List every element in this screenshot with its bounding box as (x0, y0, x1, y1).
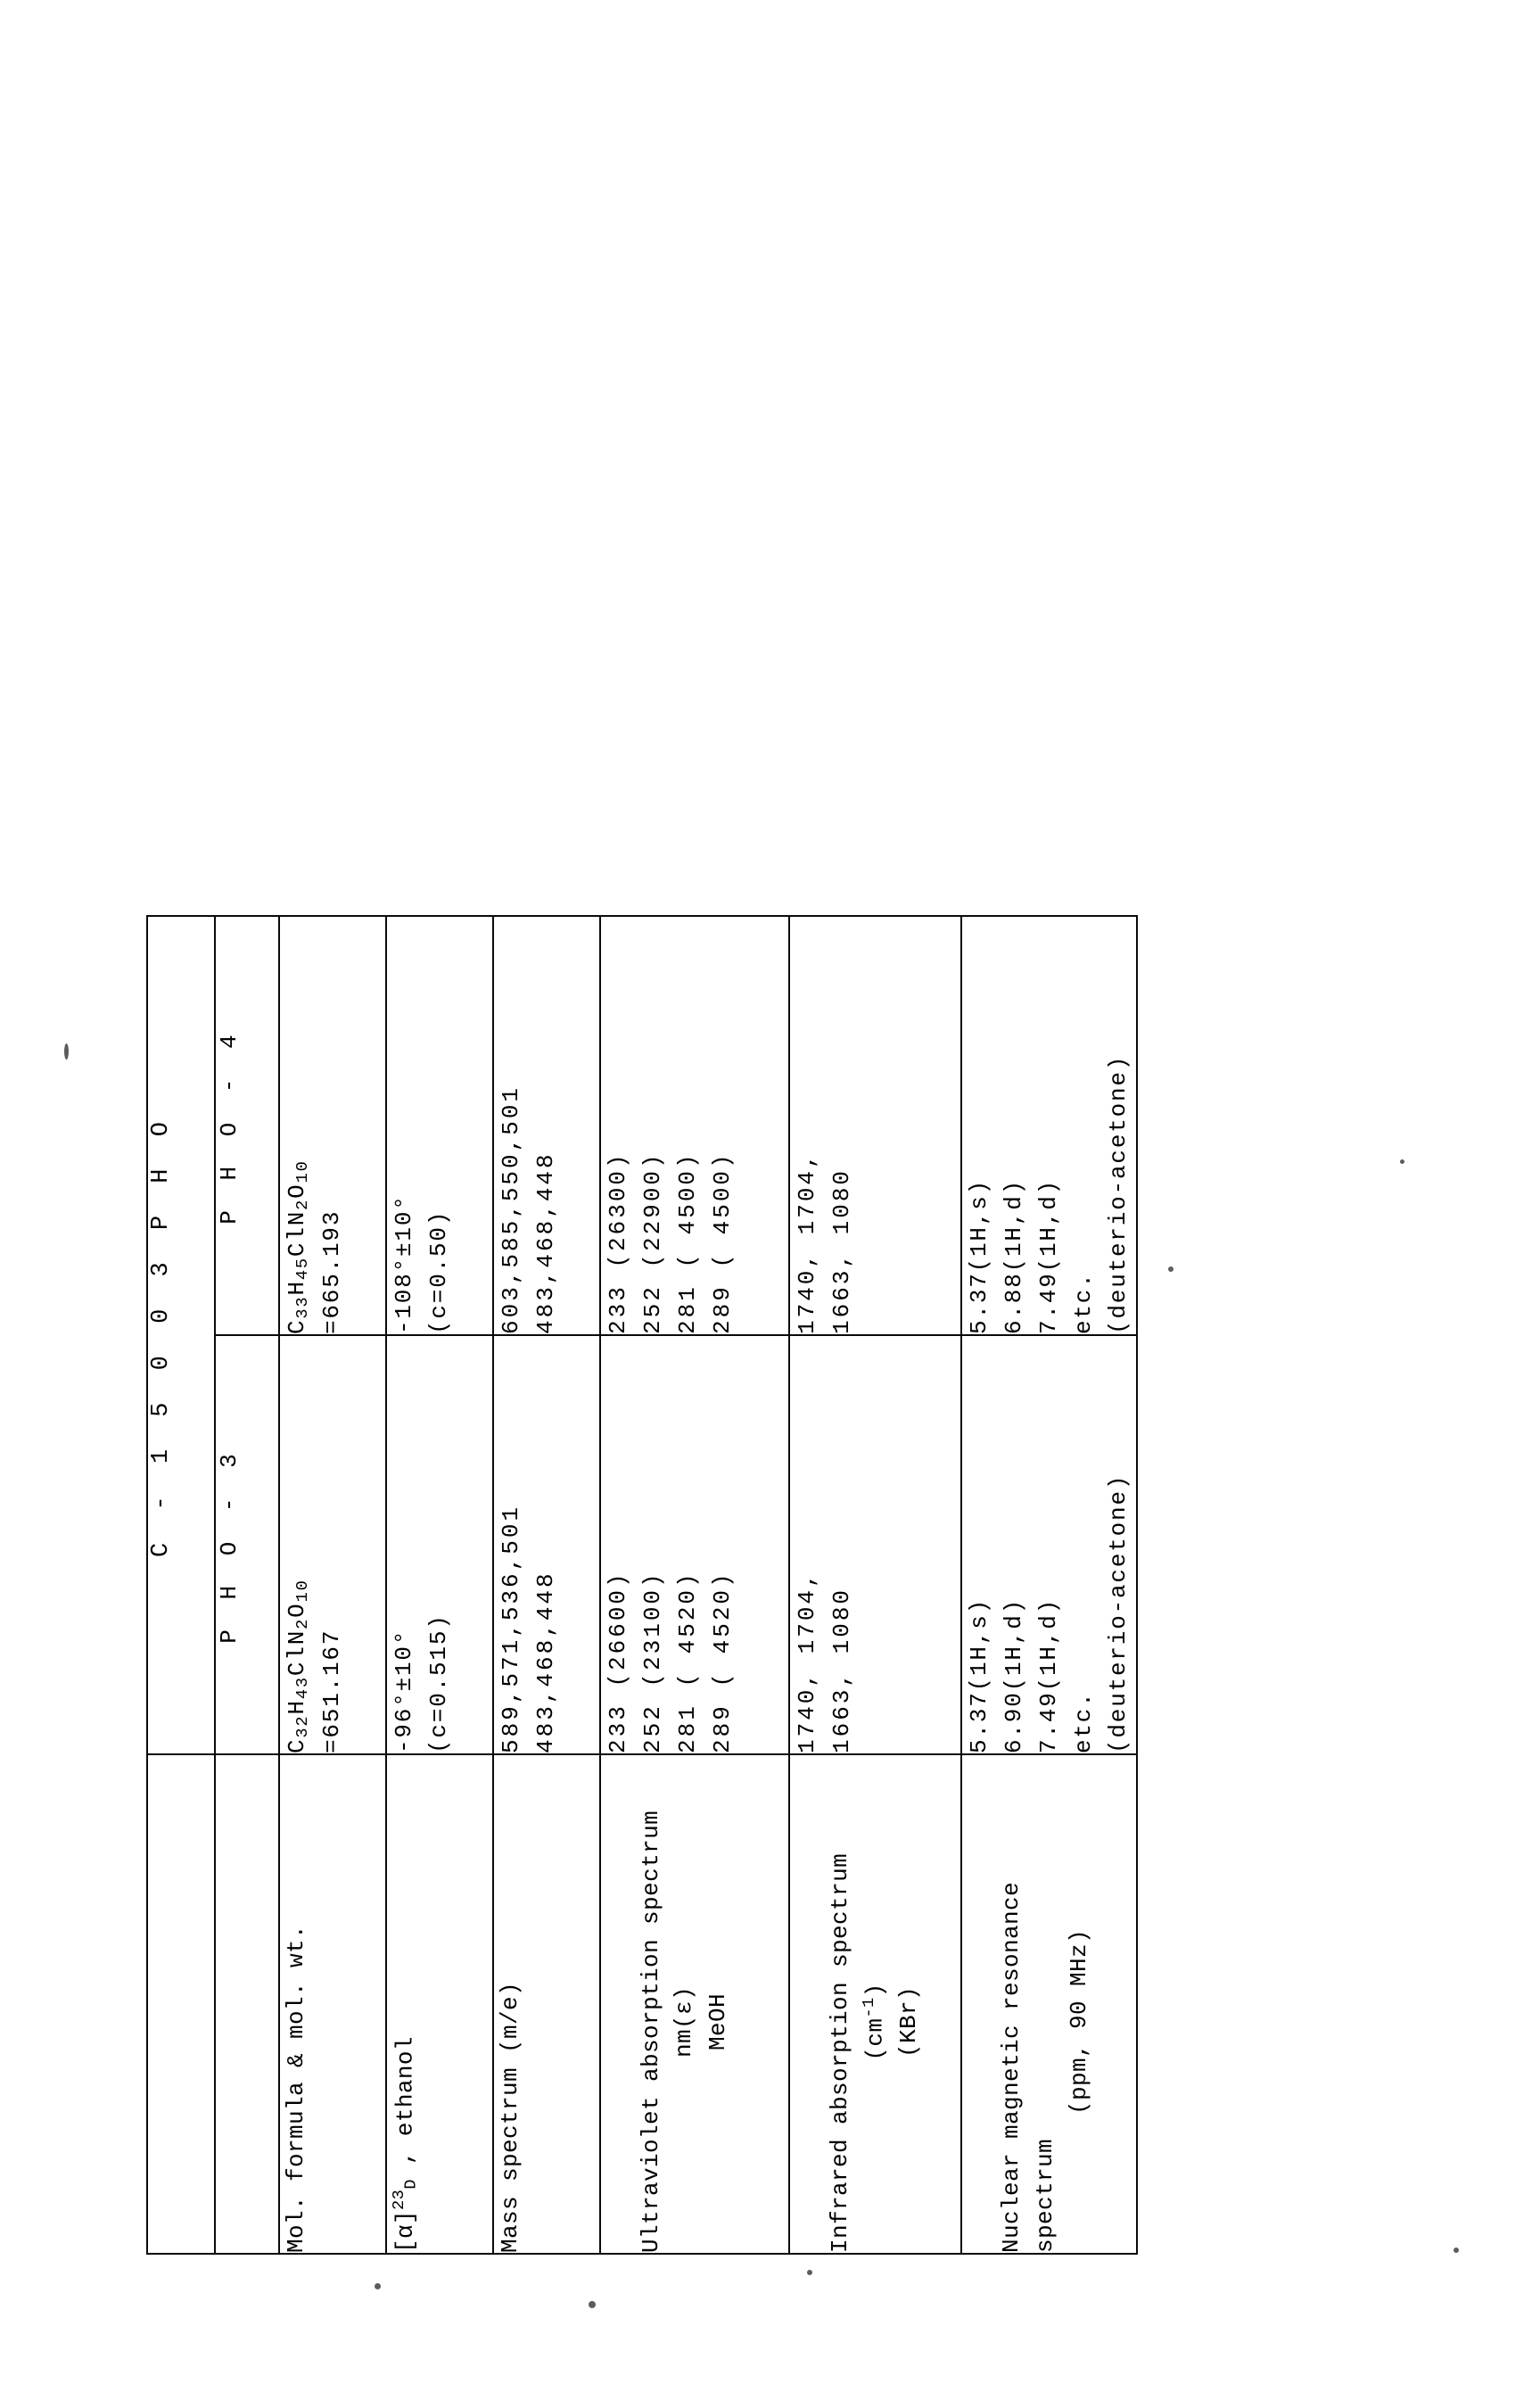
table-row (493, 916, 600, 2254)
header-corner-blank-2 (215, 1754, 279, 2254)
cell-ir-spectrum-pho-4: 1740, 1704, 1663, 1080 (789, 916, 961, 1335)
column-header-pho-4: P H O - 4 (215, 916, 279, 1335)
group-header-label: C - 1 5 0 0 3 P H O (147, 916, 215, 1754)
row-label-nmr-main: Nuclear magnetic resonance spectrum (997, 1881, 1058, 2253)
cell-ir-spectrum-pho-3: 1740, 1704, 1663, 1080 (789, 1335, 961, 1754)
scan-speck (64, 1043, 69, 1060)
cell-optical-rotation-pho-3: -96°±10° (c=0.515) (386, 1335, 493, 1754)
column-header-pho-3: P H O - 3 (215, 1335, 279, 1754)
compound-properties-table (146, 915, 1138, 2255)
table-header-group-row (147, 916, 215, 2254)
row-label-uv-main: Ultraviolet absorption spectrum (637, 1810, 664, 2253)
row-label-mol-formula: Mol. formula & mol. wt. (279, 1754, 386, 2254)
scan-speck (1454, 2248, 1459, 2253)
table-row (600, 916, 789, 2254)
row-label-mass-spectrum: Mass spectrum (m/e) (493, 1754, 600, 2254)
cell-nmr-spectrum-pho-3: 5.37(1H,s) 6.90(1H,d) 7.49(1H,d) etc. (deuterio-acetone) (960, 1335, 1136, 1754)
table-rotation-stage (119, 112, 1421, 2280)
table-header-compound-row (215, 916, 279, 2254)
header-corner-blank (147, 1754, 215, 2254)
cell-mass-spectrum-pho-4: 603,585,550,501 483,468,448 (493, 916, 600, 1335)
cell-mass-spectrum-pho-3: 589,571,536,501 483,468,448 (493, 1335, 600, 1754)
row-label-optical-rotation: $[\alpha]^{23}_D$ , ethanol (386, 1754, 493, 2254)
row-label-uv-sub: nm(ε) MeOH (670, 1986, 731, 2058)
row-label-nmr-spectrum (960, 1754, 1136, 2254)
table-row (386, 916, 493, 2254)
cell-mol-formula-pho-3: $C_{32}H_{43}ClN_2O_{10}$ =651.167 (279, 1335, 386, 1754)
table-row (789, 916, 961, 2254)
table-row (279, 916, 386, 2254)
cell-nmr-spectrum-pho-4: 5.37(1H,s) 6.88(1H,d) 7.49(1H,d) etc. (deuterio-acetone) (960, 916, 1136, 1335)
row-label-ir-sub: $(cm^{-1})$ (KBr) (858, 1983, 922, 2061)
scan-speck (375, 2283, 381, 2289)
row-label-nmr-sub: (ppm, 90 MHz) (1065, 1928, 1092, 2116)
row-label-ir-main: Infrared absorption spectrum (826, 1852, 853, 2253)
cell-mol-formula-pho-4: $C_{33}H_{45}ClN_2O_{10}$ =665.193 (279, 916, 386, 1335)
row-label-ir-spectrum (789, 1754, 961, 2254)
cell-uv-spectrum-pho-3: 233 (26600) 252 (23100) 281 ( 4520) 289 ( 4520) (600, 1335, 789, 1754)
scan-speck (589, 2301, 596, 2308)
cell-uv-spectrum-pho-4: 233 (26300) 252 (22900) 281 ( 4500) 289 ( 4500) (600, 916, 789, 1335)
cell-optical-rotation-pho-4: -108°±10° (c=0.50) (386, 916, 493, 1335)
row-label-uv-spectrum (600, 1754, 789, 2254)
table-row (960, 916, 1136, 2254)
